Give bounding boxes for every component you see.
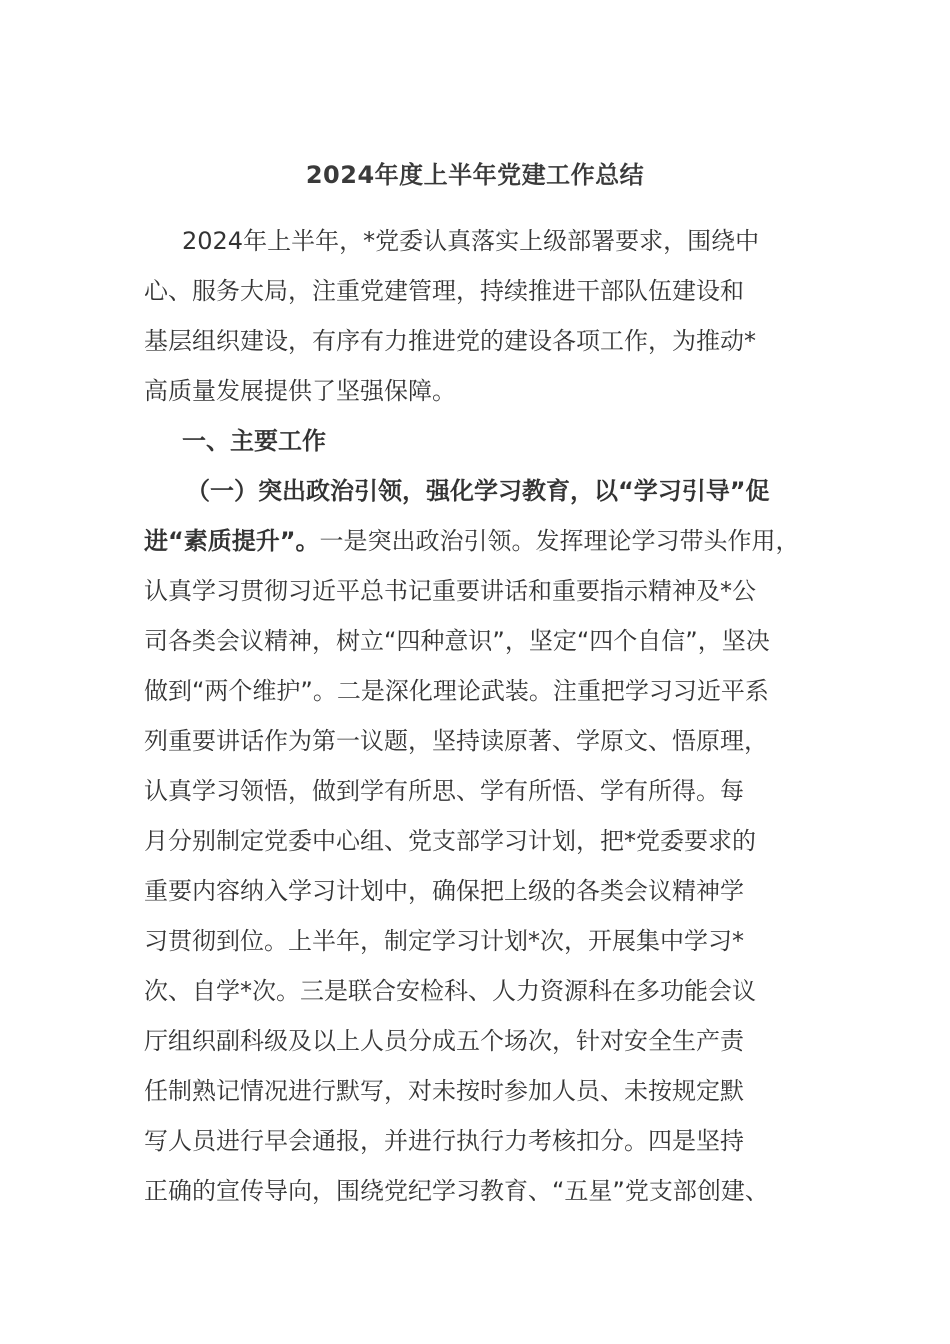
section-heading: 一、主要工作 bbox=[182, 427, 326, 455]
paragraph-line: 习贯彻到位。上半年，制定学习计划*次，开展集中学习* bbox=[144, 927, 744, 955]
paragraph-line: 认真学习贯彻习近平总书记重要讲话和重要指示精神及*公 bbox=[144, 577, 756, 605]
paragraph-line: 基层组织建设，有序有力推进党的建设各项工作，为推动* bbox=[144, 327, 756, 355]
paragraph-line: 任制熟记情况进行默写，对未按时参加人员、未按规定默 bbox=[144, 1077, 744, 1105]
paragraph-line: 2024年上半年，*党委认真落实上级部署要求，围绕中 bbox=[182, 227, 760, 255]
paragraph-line: 司各类会议精神，树立“四种意识”，坚定“四个自信”，坚决 bbox=[144, 627, 770, 655]
paragraph-line: 正确的宣传导向，围绕党纪学习教育、“五星”党支部创建、 bbox=[144, 1177, 769, 1205]
paragraph-line: 心、服务大局，注重党建管理，持续推进干部队伍建设和 bbox=[144, 277, 744, 305]
paragraph-line: 写人员进行早会通报，并进行执行力考核扣分。四是坚持 bbox=[144, 1127, 744, 1155]
paragraph-line: 认真学习领悟，做到学有所思、学有所悟、学有所得。每 bbox=[144, 777, 744, 805]
paragraph-line bbox=[144, 516, 824, 566]
paragraph-line: 重要内容纳入学习计划中，确保把上级的各类会议精神学 bbox=[144, 877, 744, 905]
subsection-heading-tail: 进“素质提升”。 bbox=[144, 527, 320, 555]
document-title: 2024年度上半年党建工作总结 bbox=[305, 161, 645, 189]
paragraph-line: 厅组织副科级及以上人员分成五个场次，针对安全生产责 bbox=[144, 1027, 744, 1055]
subsection-heading: （一）突出政治引领，强化学习教育，以“学习引导”促 bbox=[186, 477, 770, 505]
paragraph-line: 月分别制定党委中心组、党支部学习计划，把*党委要求的 bbox=[144, 827, 756, 855]
paragraph-line: 次、自学*次。三是联合安检科、人力资源科在多功能会议 bbox=[144, 977, 756, 1005]
paragraph-line: 列重要讲话作为第一议题，坚持读原著、学原文、悟原理， bbox=[144, 727, 768, 755]
paragraph-line-text: 一是突出政治引领。发挥理论学习带头作用， bbox=[319, 527, 800, 555]
paragraph-line: 做到“两个维护”。二是深化理论武装。注重把学习习近平系 bbox=[144, 677, 769, 705]
paragraph-line: 高质量发展提供了坚强保障。 bbox=[144, 377, 456, 405]
document-body bbox=[144, 216, 824, 1216]
